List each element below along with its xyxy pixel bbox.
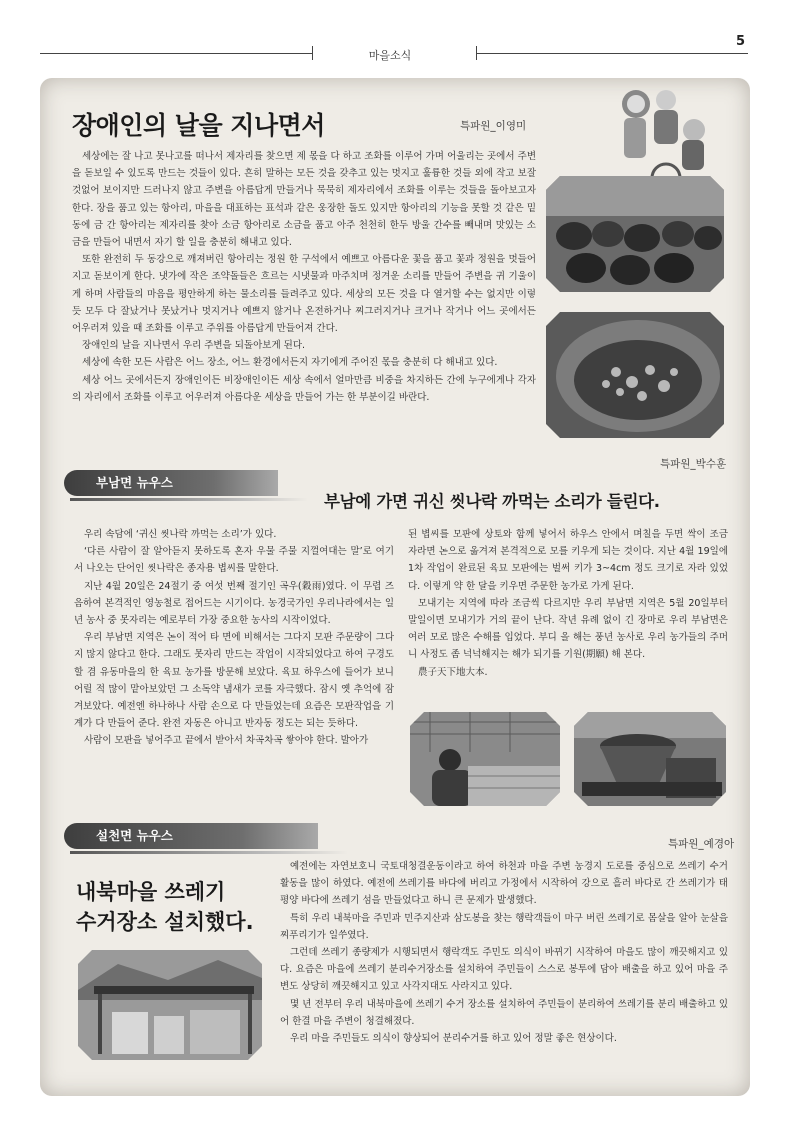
article1-reporter: 특파원_이영미: [460, 120, 527, 132]
article2-paragraph: 우리 부남면 지역은 논이 적어 타 면에 비해서는 그다지 모판 주문량이 그다지 많지 않다고 한다. 그래도 못자리 만드는 작업이 시작되었다고 하여 구경도 할 겸 유동마을의 한 육묘 농가를 방문해 보았다. 육묘 하우스에 들어가 보니 어릴 적 많이 맡아보았던 그 소독약 냄새가 코를 자극했다. 잠시 옛 추억에 잠겨보았다. 예전엔 하나하나 사람 손으로 다 만들었는데 요즘은 모판작업을 기계가 다 만들어 준다. 완전 자동은 아니고 반자동 정도는 되는 듯하다.: [74, 632, 394, 730]
article2-reporter: 특파원_박수훈: [660, 458, 727, 470]
article2-paragraph: 사람이 모판을 넣어주고 끝에서 받아서 차곡차곡 쌓아야 한다. 발아가: [84, 735, 369, 747]
article1-paragraph: 장애인의 날을 지나면서 우리 주변을 되돌아보게 된다.: [82, 340, 306, 352]
article3-title-line2: 수거장소 설치했다.: [76, 910, 254, 934]
article2-paragraph: 모내기는 지역에 따라 조금씩 다르지만 우리 부남면 지역은 5월 20일부터 말일이면 모내기가 거의 끝이 난다. 작년 유례 없이 긴 장마로 우리 부남면은 여러 모로 많은 수해를 입었다. 부디 올 해는 풍년 농사로 우리 농가들의 주머니 사정도 좀 넉넉해지는 해가 되기를 기원(期願) 해 본다.: [408, 597, 728, 661]
article1-paragraph: 세상 어느 곳에서든지 장애인이든 비장애인이든 세상 속에서 얼마만큼 비중을 차지하든 간에 누구에게나 각자의 자리에서 조화를 이루고 어우러져 아름다운 세상을 만들어 가는 한 부분이길 바란다.: [72, 374, 536, 403]
trash-collection-site-photo: [78, 950, 262, 1060]
section-tab-bunam: 부남면 뉴우스: [64, 470, 278, 496]
article3-paragraph: 우리 마을 주민들도 의식이 향상되어 분리수거를 하고 있어 정말 좋은 현상이다.: [290, 1033, 617, 1045]
article3-body: [280, 858, 728, 1047]
header-tick-left: [312, 46, 313, 60]
seedling-worker-photo: [410, 712, 560, 806]
page-number: 5: [736, 34, 746, 49]
article1-paragraph: 또한 완전히 두 동강으로 깨져버린 항아리는 정원 한 구석에서 예쁘고 아름다운 꽃을 품고 꽃과 정원을 멋들어지고 돋보이게 한다. 냇가에 작은 조약돌들은 흐르는 시냇물과 마주치며 정겨운 소리를 만들어 주변을 귀 기울이게 하며 사람들의 마음을 평안하게 하는 물소리를 들려주고 있다. 세상의 모든 것을 다 열거할 수는 없지만 이렇듯 모두 다 잘났거나 못났거나 멋지거나 예쁘지 않거나 온전하거나 찌그러지거나 크거나 작거나 어느 곳에서든 어우러져 있을 때 조화를 이루고 주위를 아름답게 만들어져 간다.: [72, 254, 536, 335]
jar-yard-photo: [546, 176, 724, 292]
article2-title: 부남에 가면 귀신 씻나락 까먹는 소리가 들린다.: [324, 492, 660, 511]
article3-title-line1: 내북마을 쓰레기: [76, 880, 226, 904]
article2-col2: [408, 526, 728, 681]
article1-title: 장애인의 날을 지나면서: [72, 111, 325, 140]
header-rule-right: [476, 53, 748, 54]
article3-paragraph: 그런데 쓰레기 종량제가 시행되면서 행락객도 주민도 의식이 바뀌기 시작하여 마을도 많이 깨끗해지고 있다. 요즘은 마을에 쓰레기 분리수거장소를 설치하여 주민들이 스스로 봉투에 담아 배출을 하고 있어 마을 주변도 상당히 깨끗해지고 있고 사각지대도 사라지고 있다.: [280, 947, 728, 993]
article3-paragraph: 예전에는 자연보호니 국토대청결운동이라고 하여 하천과 마을 주변 농경지 도로를 중심으로 쓰레기 수거 활동을 많이 하였다. 예전에 쓰레기를 바다에 버리고 가정에서 시작하여 강으로 흘러 바다로 간 쓰레기가 태평양 바다에 쓰레기 섬을 만들었다고 하니 큰 문제가 발생했다.: [280, 861, 728, 907]
article2-paragraph: 우리 속담에 ‘귀신 씻나락 까먹는 소리’가 있다.: [84, 529, 277, 540]
seeding-machine-photo: [574, 712, 726, 806]
article2-paragraph: 된 볍씨를 모판에 상토와 함께 넣어서 하우스 안에서 며칠을 두면 싹이 조금 자라면 논으로 옮겨져 본격적으로 모를 키우게 되는 것이다. 지난 4월 19일에 1차 작업이 완료된 육묘 모판에는 벌써 키가 3~4cm 정도 크기로 자라 있었다. 이렇게 약 한 달을 키우면 주문한 농가로 가게 된다.: [408, 529, 728, 592]
article1-paragraph: 세상에 속한 모든 사람은 어느 장소, 어느 환경에서든지 자기에게 주어진 몫을 충분히 다 해내고 있다.: [82, 357, 498, 369]
article3-reporter: 특파원_예경아: [668, 838, 735, 850]
article2-paragraph: 지난 4월 20일은 24절기 중 여섯 번째 절기인 곡우(穀雨)였다. 이 무렵 즈음하여 본격적인 영농철로 접어드는 시기이다. 농경국가인 우리나라에서는 일 년 농사 중 못자리는 예로부터 가장 중요한 농사의 시작이었다.: [74, 580, 394, 627]
article3-paragraph: 특히 우리 내북마을 주민과 민주지산과 삼도봉을 찾는 행락객들이 마구 버린 쓰레기로 몸살을 알아 눈살을 찌푸리기가 일쑤였다.: [280, 912, 728, 941]
article2-col1: [74, 526, 394, 750]
article1-body: [72, 148, 536, 406]
header-section-title: 마을소식: [368, 49, 412, 62]
article2-paragraph: 農子天下地大本.: [418, 666, 488, 678]
broken-jar-photo: [546, 312, 724, 438]
article3-paragraph: 몇 년 전부터 우리 내북마을에 쓰레기 수거 장소를 설치하여 주민들이 분리하여 쓰레기를 분리 배출하고 있어 한결 마을 주변이 청결해졌다.: [280, 998, 728, 1027]
section-tab-seolcheon: 설천면 뉴우스: [64, 823, 318, 849]
article1-paragraph: 세상에는 잘 나고 못나고를 떠나서 제자리를 찾으면 제 몫을 다 하고 조화를 이루어 가며 어울리는 곳에서 주변을 돋보일 수 있도록 만드는 것들이 있다. 흔히 말하는 모든 것을 갖추고 있는 멋지고 훌륭한 것들 외에 작고 보잘것없어 보이지만 드러나지 않고 주변을 아름답게 만들거나 묵묵히 제자리에서 조화를 이루는 것들을 돌아보고자 한다. 장을 품고 있는 항아리, 마을을 대표하는 표석과 같은 웅장한 돌도 있지만 항아리의 기능을 못할 것 같은 밑동에 금 간 항아리는 제자리를 찾아 소금 항아리로 소금을 품고 아주 천천히 한두 방울 간수를 빼내며 맛있는 소금을 만들어 내면서 자기 할 일을 충분히 해내고 있다.: [72, 151, 536, 249]
article2-paragraph: ‘다른 사람이 잘 알아듣지 못하도록 혼자 우물 주물 지껄여대는 말’로 여기서 나오는 단어인 씻나락은 종자용 볍씨를 말한다.: [74, 546, 394, 575]
header-rule-left: [40, 53, 312, 54]
